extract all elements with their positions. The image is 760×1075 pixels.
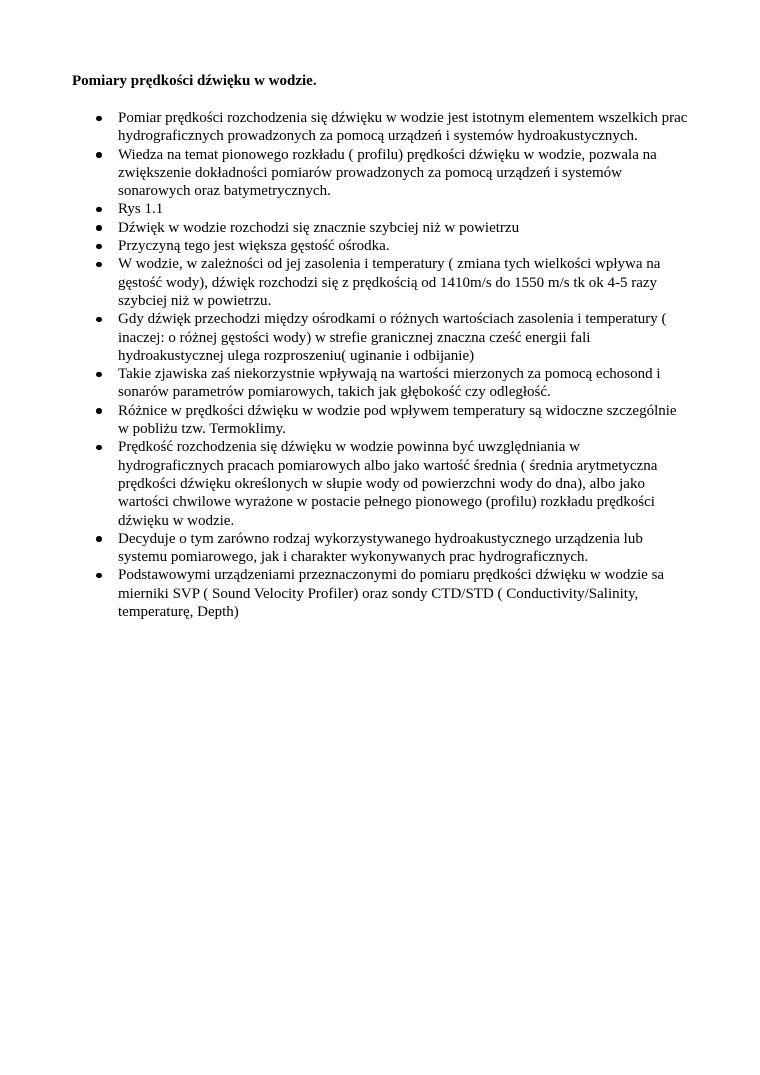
list-item	[118, 365, 688, 402]
list-item-text: Różnice w prędkości dźwięku w wodzie pod wpływem temperatury są widoczne szczególnie w pobliżu tzw. Termoklimy.	[118, 402, 677, 438]
list-item-text: Przyczyną tego jest większa gęstość ośrodka.	[118, 238, 390, 255]
list-item	[118, 310, 688, 365]
list-item-text: W wodzie, w zależności od jej zasolenia i temperatury ( zmiana tych wielkości wpływa na gęstość wody), dźwięk rozchodzi się z prędkością od 1410m/s do 1550 m/s tk ok 4-5 razy szybciej niż w powietrzu.	[118, 256, 661, 309]
bullet-dot-icon	[96, 244, 102, 250]
list-item	[118, 109, 688, 146]
list-item	[118, 438, 688, 529]
list-item-text: Podstawowymi urządzeniami przeznaczonymi do pomiaru prędkości dźwięku w wodzie sa mierniki SVP ( Sound Velocity Profiler) oraz sondy CTD/STD ( Conductivity/Salinity, temperaturę, Depth)	[118, 567, 665, 621]
list-item-text: Pomiar prędkości rozchodzenia się dźwięku w wodzie jest istotnym elementem wszelkich prac hydrograficznych prowadzonych za pomocą urządzeń i systemów hydroakustycznych.	[118, 110, 688, 145]
bullet-dot-icon	[96, 262, 102, 268]
list-item-text: Wiedza na temat pionowego rozkładu ( profilu) prędkości dźwięku w wodzie, pozwala na zwiększenie dokładności pomiarów prowadzonych za pomocą urządzeń i systemów sonarowych oraz batymetrycznych.	[118, 146, 657, 200]
list-item-text: Gdy dźwięk przechodzi między ośrodkami o różnych wartościach zasolenia i temperatury ( inaczej: o różnej gęstości wody) w strefie granicznej znaczna cześć energii fali hydroakustycznej ulega rozproszeniu( uginanie i odbijanie)	[118, 311, 667, 364]
list-item	[118, 255, 688, 310]
list-item-text: Rys 1.1	[118, 201, 164, 218]
list-item	[118, 237, 688, 255]
bullet-dot-icon	[96, 317, 102, 323]
list-item	[118, 566, 688, 621]
bullet-dot-icon	[96, 372, 102, 378]
list-item-text: Takie zjawiska zaś niekorzystnie wpływają na wartości mierzonych za pomocą echosond i sonarów parametrów pomiarowych, takich jak głębokość czy odległość.	[118, 366, 661, 401]
list-item-text: Prędkość rozchodzenia się dźwięku w wodzie powinna być uwzględniania w hydrograficznych pracach pomiarowych albo jako wartość średnia ( średnia arytmetyczna prędkości dźwięku określonych w słupie wody od powierzchni wody do dna), albo jako wartości chwilowe wyrażone w postacie pełnego pionowego (profilu) rozkładu prędkości dźwięku w wodzie.	[118, 439, 658, 529]
bullet-dot-icon	[96, 152, 102, 158]
bullet-dot-icon	[96, 445, 102, 451]
list-item-text: Dźwięk w wodzie rozchodzi się znacznie szybciej niż w powietrzu	[118, 219, 520, 236]
bullet-dot-icon	[96, 116, 102, 122]
bullet-dot-icon	[96, 207, 102, 213]
bullet-list	[118, 109, 688, 621]
list-item	[118, 200, 688, 218]
list-item	[118, 402, 688, 439]
list-item	[118, 146, 688, 201]
bullet-dot-icon	[96, 408, 102, 414]
list-item	[118, 219, 688, 237]
bullet-dot-icon	[96, 225, 102, 231]
bullet-dot-icon	[96, 536, 102, 542]
bullet-dot-icon	[96, 573, 102, 579]
document-title: Pomiary prędkości dźwięku w wodzie.	[72, 73, 317, 89]
list-item-text: Decyduje o tym zarówno rodzaj wykorzystywanego hydroakustycznego urządzenia lub systemu pomiarowego, jak i charakter wykonywanych prac hydrograficznych.	[118, 530, 643, 566]
list-item	[118, 530, 688, 567]
